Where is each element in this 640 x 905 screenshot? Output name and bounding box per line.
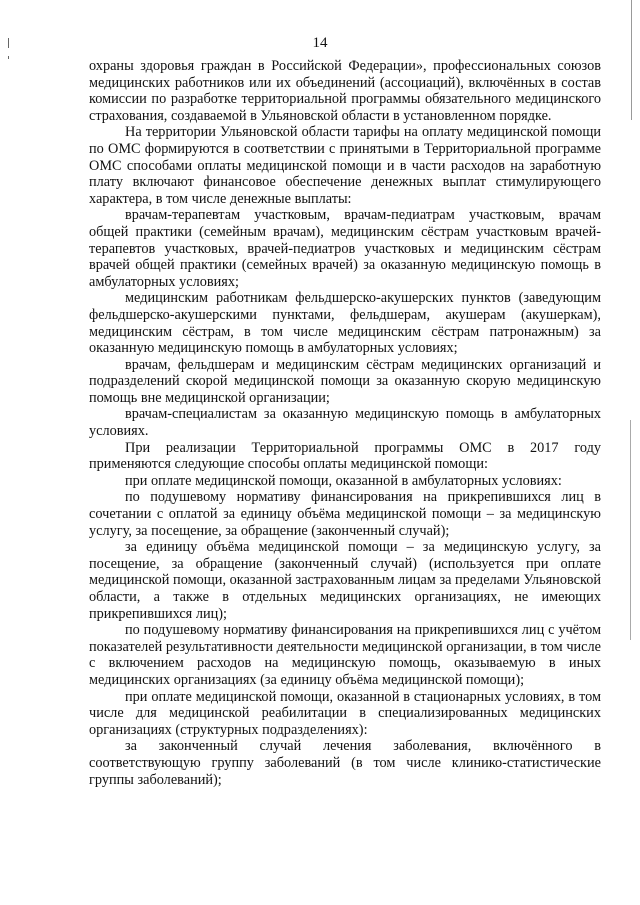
paragraph-tariffs-intro: На территории Ульяновской области тарифы на оплату медицинской помощи по ОМС формируются в соответствии с принятыми в Территориальной программе ОМС способами оплаты медицинской помощи и в части расходов на заработную плату включают финансовое обеспечение денежных выплат стимулирующего характера, в том числе денежные выплаты: — [89, 124, 601, 207]
paragraph-list-item: за законченный случай лечения заболевания, включённого в соответствующую группу заболеваний (в том числе клинико-статистические группы заболеваний); — [89, 738, 601, 788]
paragraph-list-item: врачам, фельдшерам и медицинским сёстрам медицинских организаций и подразделений скорой медицинской помощи за оказанную скорую медицинскую помощь вне медицинской организации; — [89, 356, 601, 406]
paragraph-payment-methods-intro: При реализации Территориальной программы ОМС в 2017 году применяются следующие способы оплаты медицинской помощи: — [89, 439, 601, 473]
document-body — [89, 58, 601, 788]
paragraph-list-item: за единицу объёма медицинской помощи – за медицинскую услугу, за посещение, за обращение (законченный случай) (используется при оплате медицинской помощи, оказанной застрахованным лицам за пределами Ульяновской области, а также в отдельных медицинских организациях, не имеющих прикрепившихся лиц); — [89, 539, 601, 622]
page-number: 14 — [312, 35, 328, 51]
scan-edge-mark — [630, 420, 631, 640]
scan-edge-mark — [8, 56, 9, 59]
scan-edge-mark — [631, 0, 632, 120]
paragraph-list-item: по подушевому нормативу финансирования на прикрепившихся лиц в сочетании с оплатой за единицу объёма медицинской помощи – за медицинскую услугу, за посещение, за обращение (законченный случай); — [89, 489, 601, 539]
paragraph-continuation: охраны здоровья граждан в Российской Федерации», профессиональных союзов медицинских работников или их объединений (ассоциаций), включённых в состав комиссии по разработке территориальной программы обязательного медицинского страхования, создаваемой в Ульяновской области в установленном порядке. — [89, 58, 601, 124]
paragraph-list-item: при оплате медицинской помощи, оказанной в амбулаторных условиях: — [125, 472, 562, 489]
paragraph-list-item: врачам-терапевтам участковым, врачам-педиатрам участковым, врачам общей практики (семейным врачам), медицинским сёстрам участковым врачей-терапевтов участковых, врачей-педиатров участковых и медицинским сёстрам врачей общей практики (семейных врачей) за оказанную медицинскую помощь в амбулаторных условиях; — [89, 207, 601, 290]
paragraph-list-item: при оплате медицинской помощи, оказанной в стационарных условиях, в том числе для медицинской реабилитации в специализированных медицинских организациях (структурных подразделениях): — [89, 688, 601, 738]
paragraph-list-item: медицинским работникам фельдшерско-акушерских пунктов (заведующим фельдшерско-акушерскими пунктами, фельдшерам, акушерам (акушеркам), медицинским сёстрам, в том числе медицинским сёстрам патронажным) за оказанную медицинскую помощь в амбулаторных условиях; — [89, 290, 601, 357]
paragraph-list-item: по подушевому нормативу финансирования на прикрепившихся лиц с учётом показателей результативности деятельности медицинской организации, в том числе с включением расходов на медицинскую помощь, оказываемую в иных медицинских организациях (за единицу объёма медицинской помощи); — [89, 622, 601, 688]
paragraph-list-item: врачам-специалистам за оказанную медицинскую помощь в амбулаторных условиях. — [89, 406, 601, 440]
